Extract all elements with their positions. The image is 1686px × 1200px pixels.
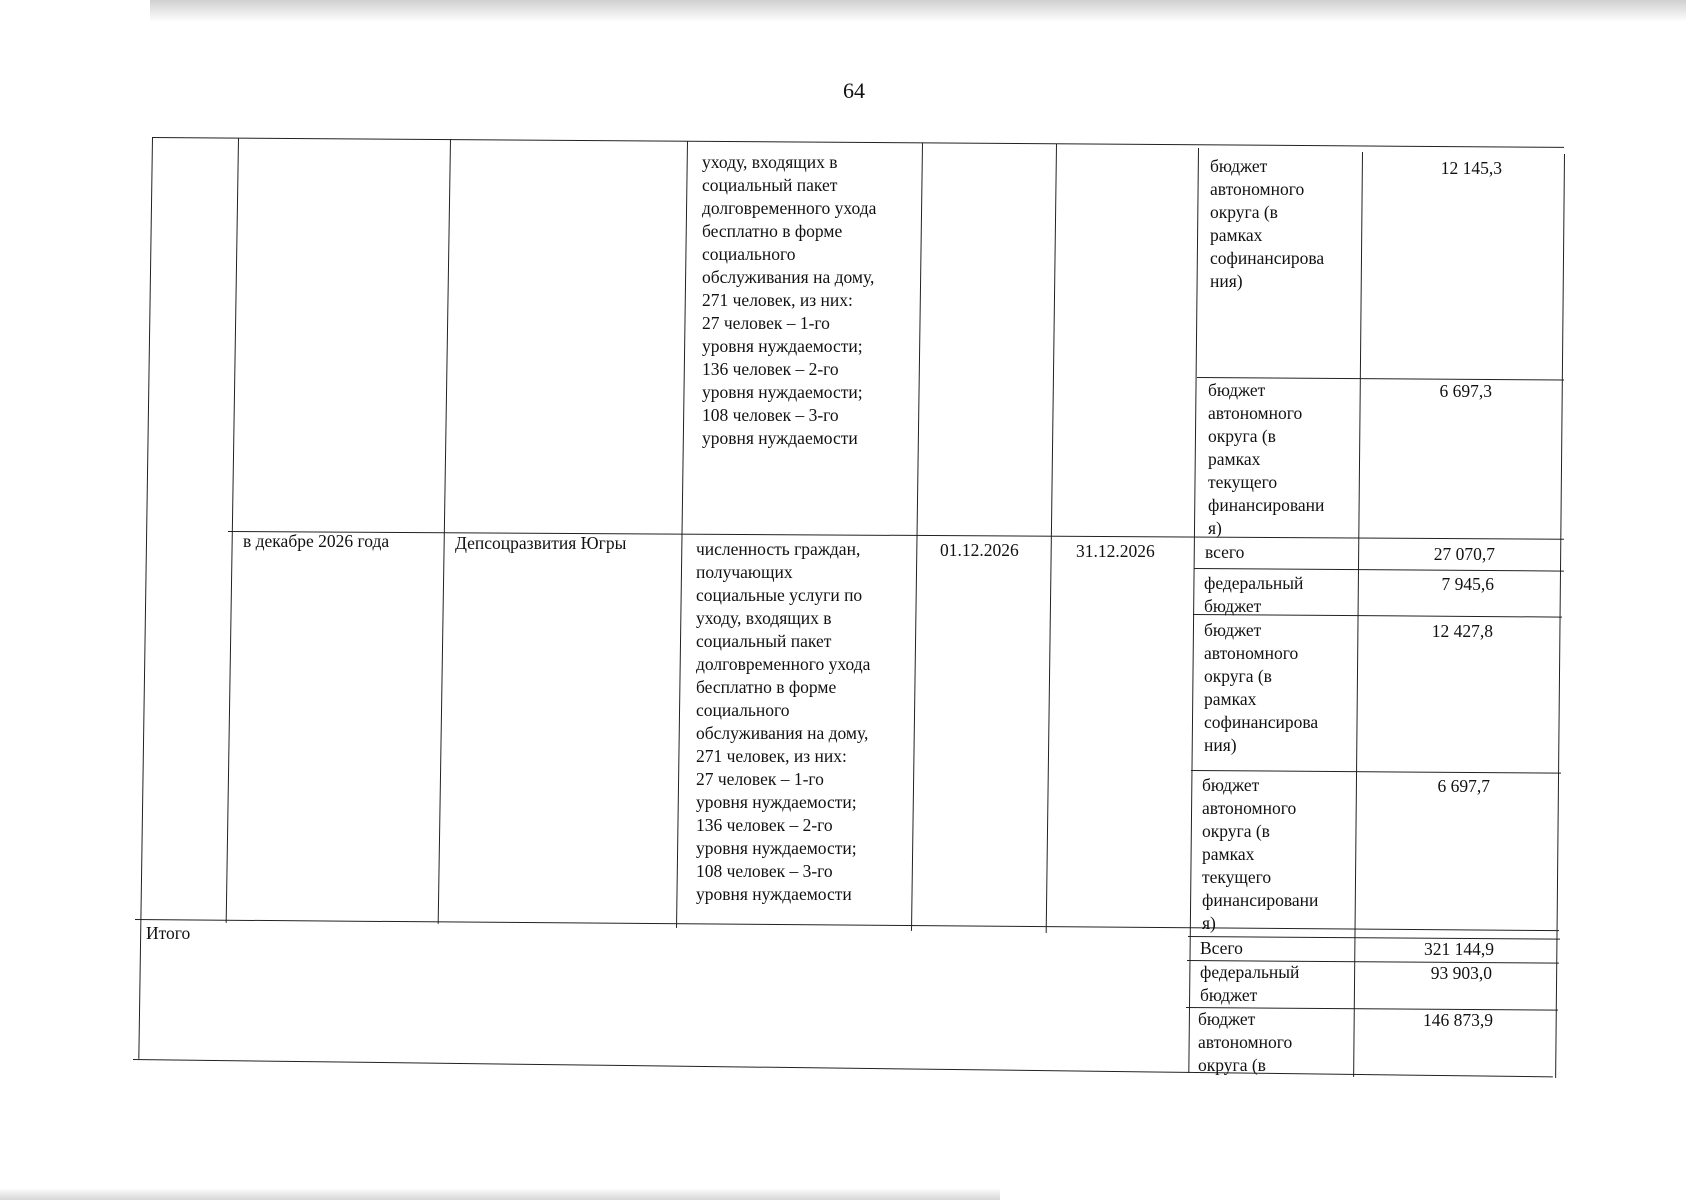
continued-funding-source-1: бюджет автономного округа (в рамках софинансирова ния) [1210,156,1325,291]
total-funding-amount-3: 146 873,9 [1423,1010,1493,1030]
december-funding-amount-4: 6 697,7 [1437,776,1490,796]
scan-edge-top [150,0,1686,22]
continued-funding-source-2: бюджет автономного округа (в рамках текущего финансировани я) [1208,380,1325,538]
table-top-border [152,137,1564,148]
total-funding-source-1: Всего [1200,938,1243,958]
december-funding-amount-3: 12 427,8 [1431,621,1493,641]
december-funding-amount-1: 27 070,7 [1433,544,1495,564]
total-funding-source-2: федеральный бюджет [1200,962,1300,1005]
total-funding-amount-1: 321 144,9 [1424,939,1494,959]
total-funding-source-3: бюджет автономного округа (в [1198,1009,1293,1075]
december-funding-source-4: бюджет автономного округа (в рамках текущего финансировани я) [1202,775,1319,933]
december-end-date: 31.12.2026 [1076,541,1155,561]
december-funding-source-1: всего [1205,542,1245,562]
scan-edge-bottom [0,1188,1000,1200]
december-funding-source-2: федеральный бюджет [1204,573,1304,616]
continued-funding-amount-1: 12 145,3 [1440,158,1502,178]
december-funding-source-3: бюджет автономного округа (в рамках софинансирова ния) [1204,620,1319,755]
december-funding-amount-2: 7 945,6 [1441,574,1494,594]
continued-description: уходу, входящих в социальный пакет долговременного ухода бесплатно в форме социального обслуживания на дому, 271 человек, из них: 27 человек – 1-го уровня нуждаемости; 136 человек – 2-го уровня нуждаемости; 108 человек – 3-го уровня нуждаемости [702,152,877,448]
total-funding-amount-2: 93 903,0 [1430,963,1492,983]
december-description: численность граждан, получающих социальные услуги по уходу, входящих в социальный пакет долговременного ухода бесплатно в форме социального обслуживания на дому, 271 человек, из них: 27 человек – 1-го уровня нуждаемости; 136 человек – 2-го уровня нуждаемости; 108 человек – 3-го уровня нуждаемости [696,539,871,904]
december-period: в декабре 2026 года [243,531,390,551]
december-executor: Депсоцразвития Югры [455,533,627,553]
total-label: Итого [146,923,191,943]
col-border-1 [138,137,153,1059]
december-start-date: 01.12.2026 [940,540,1019,560]
continued-funding-amount-2: 6 697,3 [1439,381,1492,401]
page-number: 64 [843,78,865,103]
col-border-7 [1188,148,1199,1073]
